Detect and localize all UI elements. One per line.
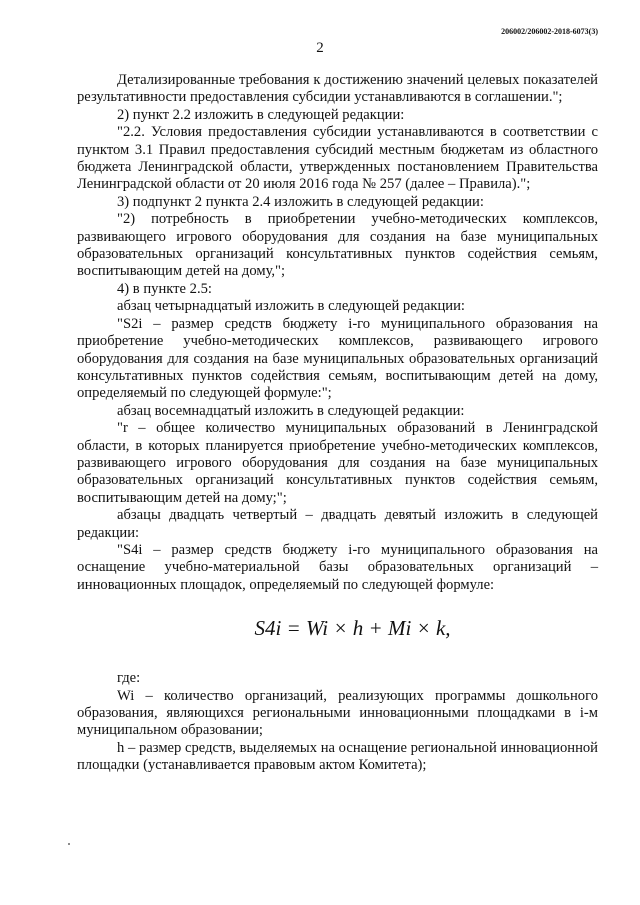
paragraph: Wi – количество организаций, реализующих программы дошкольного образования, являющихся региональными инновационными площадками в i-м муниципальном образовании; xyxy=(77,687,598,739)
paragraph: "S4i – размер средств бюджету i-го муниципального образования на оснащение учебно-материальной базы образовательных организаций – инновационных площадок, определяемый по следующей формуле: xyxy=(77,541,598,593)
document-id: 206002/206002-2018-6073(3) xyxy=(501,27,598,36)
paragraph: "r – общее количество муниципальных образований в Ленинградской области, в которых планируется приобретение учебно-методических комплексов, развивающего игрового оборудования для создания на базе муниципальных образовательных организаций консультативных пунктов содействия семьям, воспитывающим детей на дому;"; xyxy=(77,420,598,506)
paragraph: где: xyxy=(117,670,141,687)
paragraph: h – размер средств, выделяемых на оснащение региональной инновационной площадки (устанавливается правовым актом Комитета); xyxy=(77,739,598,774)
document-body xyxy=(77,72,598,775)
paragraph: "2.2. Условия предоставления субсидии устанавливаются в соответствии с пунктом 3.1 Правил предоставления субсидий местным бюджетам из областного бюджета Ленинградской области, утвержденных постановлением Правительства Ленинградской области от 20 июля 2016 года № 257 (далее – Правила)."; xyxy=(77,124,598,193)
paragraph: Детализированные требования к достижению значений целевых показателей результативности предоставления субсидии устанавливаются в соглашении."; xyxy=(77,72,598,106)
paragraph: 2) пункт 2.2 изложить в следующей редакции: xyxy=(117,106,405,123)
page-number: 2 xyxy=(316,40,324,56)
paragraph: 3) подпункт 2 пункта 2.4 изложить в следующей редакции: xyxy=(117,193,484,210)
formula: S4i = Wi × h + Mi × k, xyxy=(254,616,451,641)
scan-speck xyxy=(68,843,70,845)
paragraph: абзац восемнадцатый изложить в следующей редакции: xyxy=(117,402,465,419)
paragraph: "S2i – размер средств бюджету i-го муниципального образования на приобретение учебно-методических комплексов, развивающего игрового оборудования для создания на базе муниципальных образовательных организаций консультативных пунктов содействия семьям, воспитывающим детей на дому, определяемый по следующей формуле:"; xyxy=(77,315,598,402)
paragraph: абзац четырнадцатый изложить в следующей редакции: xyxy=(117,298,465,315)
paragraph: 4) в пункте 2.5: xyxy=(117,280,212,297)
paragraph: абзацы двадцать четвертый – двадцать девятый изложить в следующей редакции: xyxy=(77,507,598,541)
paragraph: "2) потребность в приобретении учебно-методических комплексов, развивающего игрового оборудования для создания на базе муниципальных образовательных организаций консультативных пунктов содействия семьям, воспитывающим детей на дому,"; xyxy=(77,211,598,280)
